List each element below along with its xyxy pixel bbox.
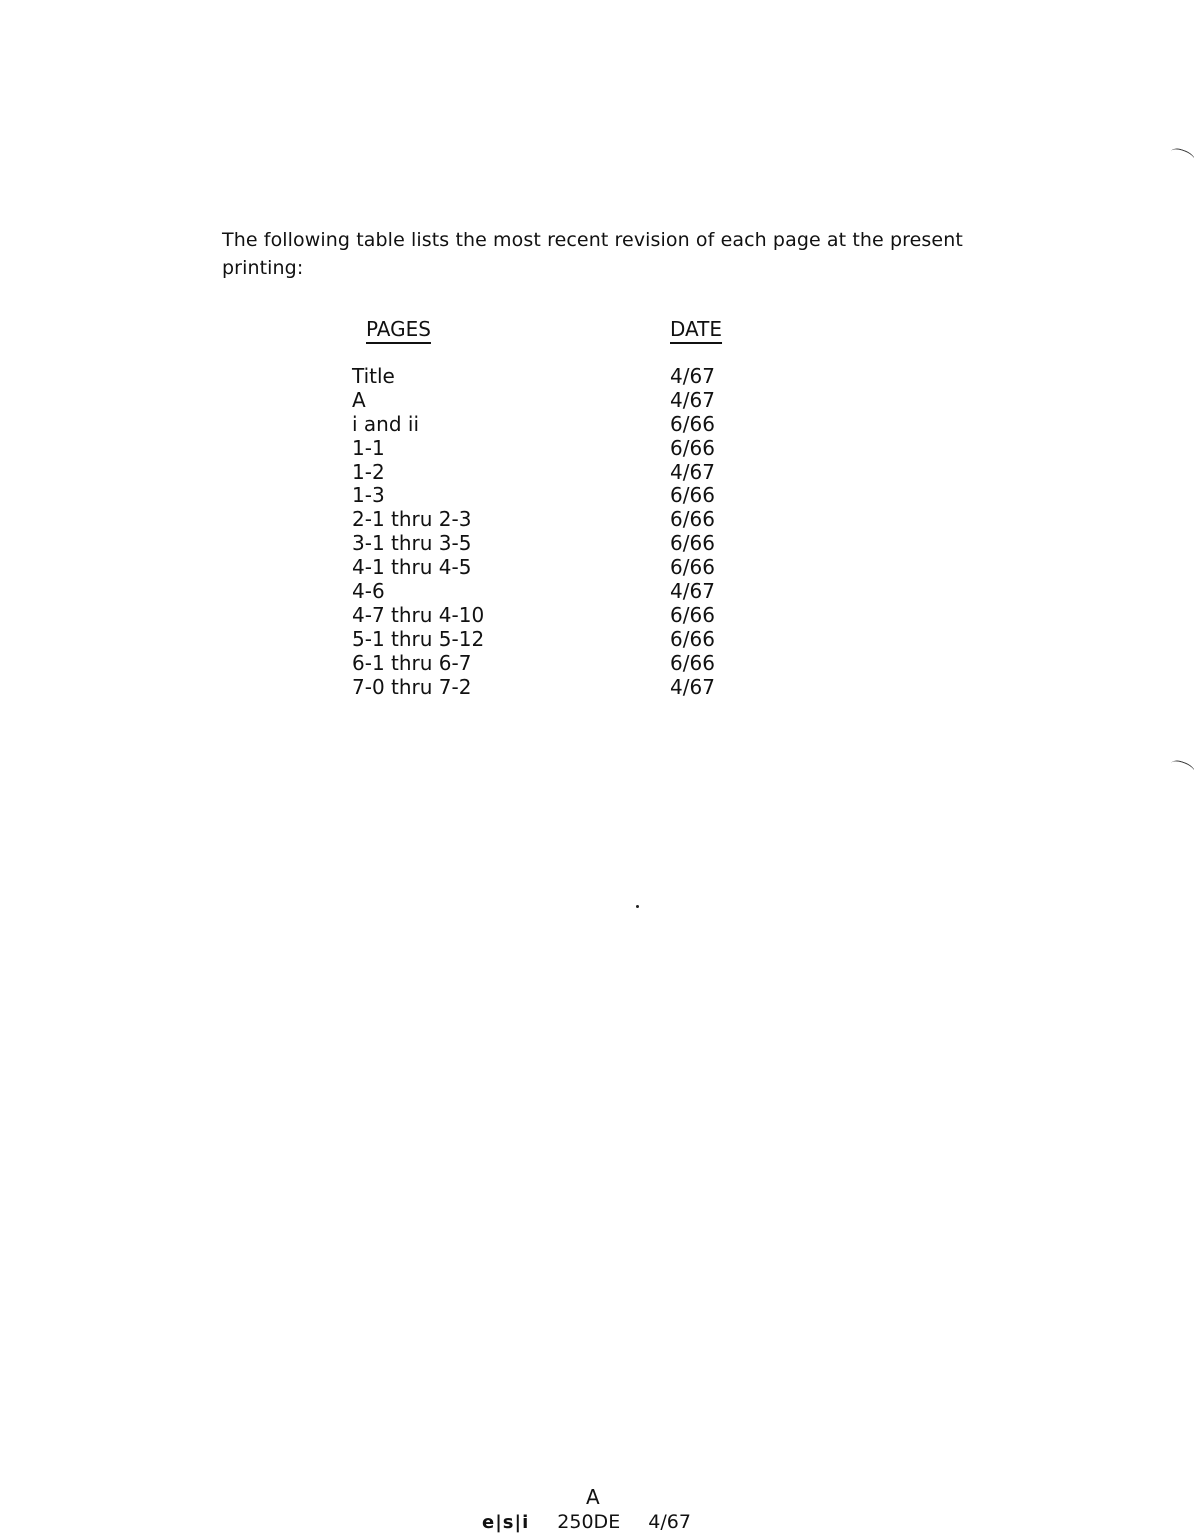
row-date: 6/66 (670, 602, 715, 627)
footer-line (482, 1510, 691, 1535)
table-row (352, 412, 772, 436)
row-date: 6/66 (670, 507, 715, 532)
table-row (352, 436, 772, 460)
row-pages: 1-1 (352, 435, 385, 460)
row-date: 4/67 (670, 459, 715, 484)
footer-page-label: A (586, 1485, 600, 1509)
stray-dot (636, 905, 639, 908)
row-date: 6/66 (670, 626, 715, 651)
row-pages: 7-0 thru 7-2 (352, 674, 472, 699)
margin-mark (1169, 758, 1194, 778)
row-date: 6/66 (670, 435, 715, 460)
intro-paragraph: The following table lists the most recent revision of each page at the present printing: (222, 229, 963, 279)
table-row (352, 651, 772, 675)
row-date: 4/67 (670, 364, 715, 388)
table-row (352, 555, 772, 579)
row-pages: 1-3 (352, 483, 385, 508)
row-pages: i and ii (352, 411, 420, 436)
row-pages: Title (352, 364, 395, 388)
pages-column-header: PAGES (366, 317, 431, 341)
row-date: 6/66 (670, 531, 715, 556)
row-date: 4/67 (670, 674, 715, 699)
table-row (352, 483, 772, 507)
row-pages: 2-1 thru 2-3 (352, 507, 472, 532)
row-pages: 4-6 (352, 579, 385, 604)
row-pages: 5-1 thru 5-12 (352, 626, 485, 651)
table-row (352, 603, 772, 627)
footer-date: 4/67 (648, 1511, 691, 1533)
table-row (352, 627, 772, 651)
revision-rows (352, 364, 772, 698)
row-date: 6/66 (670, 650, 715, 675)
margin-mark (1169, 146, 1194, 166)
table-row (352, 364, 772, 388)
row-pages: 4-7 thru 4-10 (352, 602, 485, 627)
date-column-header: DATE (670, 317, 723, 341)
row-pages: 1-2 (352, 459, 385, 484)
row-date: 6/66 (670, 483, 715, 508)
company-logo: e|s|i (482, 1512, 530, 1533)
table-row (352, 460, 772, 484)
row-date: 6/66 (670, 411, 715, 436)
table-row (352, 531, 772, 555)
row-date: 6/66 (670, 555, 715, 580)
row-pages: A (352, 387, 366, 412)
row-pages: 4-1 thru 4-5 (352, 555, 472, 580)
table-row (352, 507, 772, 531)
row-pages: 3-1 thru 3-5 (352, 531, 472, 556)
row-date: 4/67 (670, 579, 715, 604)
document-id: 250DE (557, 1511, 621, 1533)
row-pages: 6-1 thru 6-7 (352, 650, 472, 675)
row-date: 4/67 (670, 387, 715, 412)
table-row (352, 388, 772, 412)
table-row (352, 579, 772, 603)
table-row (352, 675, 772, 699)
